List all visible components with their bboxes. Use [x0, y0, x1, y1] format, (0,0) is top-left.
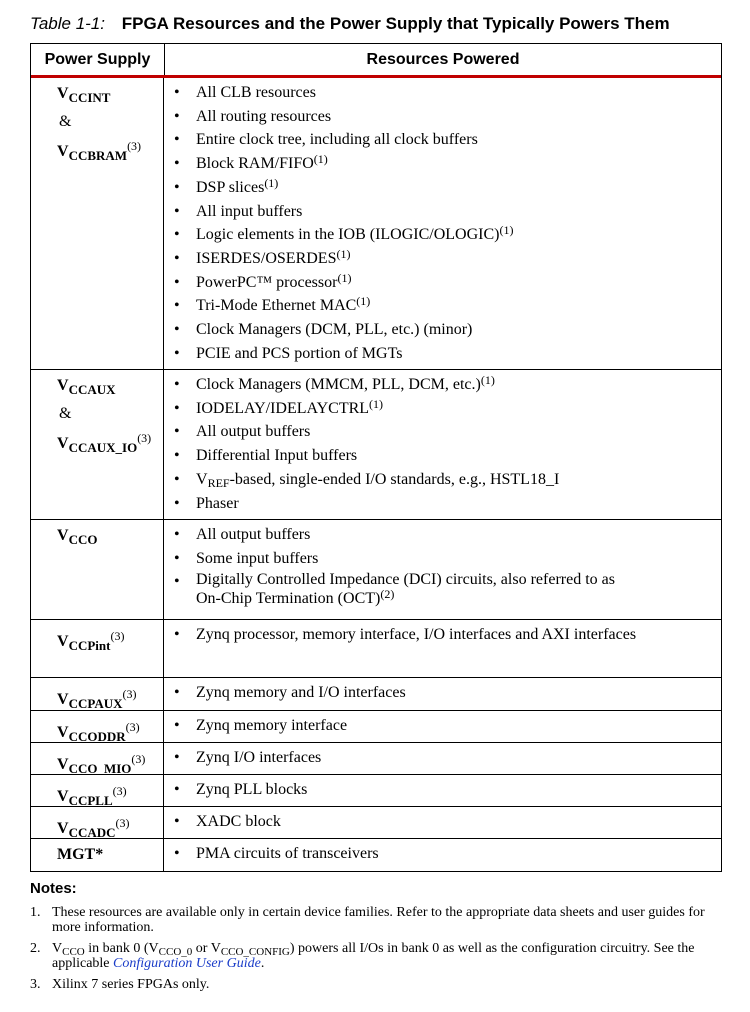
power-supply-cell	[31, 775, 164, 806]
resource-text: Zynq memory interface	[196, 717, 348, 734]
footnote-ref: (1)	[499, 223, 514, 238]
resource-item	[174, 468, 721, 492]
resource-text: All output buffers	[196, 526, 311, 543]
footnote-ref: (3)	[137, 431, 152, 445]
resource-list	[174, 523, 721, 608]
resource-item	[174, 81, 721, 105]
resource-item	[174, 373, 721, 397]
power-supply-cell	[31, 78, 164, 369]
resource-item	[174, 444, 721, 468]
resource-item	[174, 105, 721, 129]
resource-list	[174, 778, 721, 802]
resource-text-cont	[196, 589, 721, 608]
resource-item	[174, 810, 721, 834]
supply-v: V	[57, 820, 69, 837]
table-title: FPGA Resources and the Power Supply that Typically Powers Them	[121, 14, 670, 33]
resource-item	[174, 200, 721, 224]
resource-item	[174, 128, 721, 152]
resource-text: On-Chip Termination (OCT)	[196, 590, 381, 608]
footnote-ref: (3)	[115, 816, 130, 830]
supply-v: V	[57, 756, 69, 773]
note-v: V	[52, 941, 63, 956]
resources-cell	[164, 520, 721, 619]
resources-cell	[164, 807, 721, 838]
resource-item	[174, 176, 721, 200]
resource-subscript: REF	[207, 475, 230, 490]
note-text: .	[260, 956, 265, 971]
supply-name	[57, 134, 163, 168]
note-2	[30, 941, 730, 971]
resource-text: Zynq I/O interfaces	[196, 749, 322, 766]
note-v: V	[210, 941, 221, 956]
resource-text: -based, single-ended I/O standards, e.g., HSTL18_I	[229, 470, 560, 488]
resource-item	[174, 778, 721, 802]
resource-text: Phaser	[196, 494, 239, 512]
power-supply-cell	[31, 807, 164, 838]
note-number: 2.	[30, 941, 41, 956]
table-row	[31, 520, 721, 620]
resource-text: XADC block	[196, 813, 281, 830]
supply-subscript: CCADC	[68, 825, 116, 840]
resource-item	[174, 271, 721, 295]
resource-text: IODELAY/IDELAYCTRL	[196, 399, 370, 417]
footnote-ref: (2)	[380, 587, 395, 602]
resource-text: DSP slices	[196, 178, 265, 196]
resource-item	[174, 570, 721, 608]
note-text: Xilinx 7 series FPGAs only.	[52, 977, 210, 992]
power-supply-table	[30, 43, 722, 872]
supply-v: V	[57, 527, 69, 544]
resource-item	[174, 152, 721, 176]
supply-v: V	[57, 633, 69, 650]
resource-list	[174, 681, 721, 705]
footnote-ref: (3)	[112, 784, 127, 798]
resource-list	[174, 810, 721, 834]
resource-text: PowerPC™ processor	[196, 273, 338, 291]
supply-name	[57, 624, 163, 658]
resource-text: • Digitally Controlled Impedance (DCI) circuits, also referred to as	[196, 571, 615, 589]
resource-text: Clock Managers (MMCM, PLL, DCM, etc.)	[196, 376, 481, 393]
supply-subscript: CCPLL	[68, 793, 113, 808]
supply-name: MGT*	[57, 846, 104, 863]
note-1	[30, 905, 730, 935]
note-3	[30, 977, 730, 992]
resource-text: Logic elements in the IOB (ILOGIC/OLOGIC)	[196, 226, 500, 244]
note-sub: CCO_CONFIG	[220, 946, 290, 958]
resource-text: Some input buffers	[196, 549, 319, 567]
resource-item	[174, 420, 721, 444]
power-supply-cell	[31, 370, 164, 519]
resources-cell	[164, 620, 721, 677]
footnote-ref: (1)	[369, 396, 384, 411]
supply-v: V	[57, 435, 69, 452]
table-row	[31, 839, 721, 871]
resource-list	[174, 81, 721, 365]
resource-text: Block RAM/FIFO	[196, 155, 314, 173]
resource-text: Clock Managers (DCM, PLL, etc.) (minor)	[196, 321, 473, 339]
supply-name	[57, 426, 163, 460]
resource-item	[174, 492, 721, 516]
resource-text: Tri-Mode Ethernet MAC	[196, 297, 357, 315]
resource-item	[174, 397, 721, 421]
resource-item	[174, 842, 721, 866]
footnote-ref: (1)	[480, 373, 495, 387]
footnote-ref: (1)	[336, 246, 351, 261]
footnote-ref: (3)	[127, 139, 142, 153]
note-number: 3.	[30, 977, 41, 992]
power-supply-cell	[31, 839, 164, 871]
ampersand: &	[59, 113, 72, 130]
footnote-ref: (1)	[337, 270, 352, 285]
resource-list	[174, 623, 721, 647]
resource-item	[174, 714, 721, 738]
footnote-ref: (3)	[131, 752, 146, 766]
supply-v: V	[57, 724, 69, 741]
supply-name	[57, 374, 163, 402]
resources-cell	[164, 775, 721, 806]
notes-section	[30, 880, 730, 998]
supply-subscript: CCPint	[68, 638, 111, 653]
resources-cell	[164, 370, 721, 519]
note-text: in bank 0 (	[84, 941, 149, 956]
resources-cell	[164, 678, 721, 710]
resource-text: All input buffers	[196, 202, 303, 220]
supply-v: V	[57, 377, 69, 394]
resources-cell	[164, 711, 721, 742]
resource-item	[174, 681, 721, 705]
header-power-supply: Power Supply	[31, 44, 165, 75]
supply-v: V	[57, 85, 69, 102]
supply-v: V	[57, 691, 69, 708]
note-text: or	[192, 941, 211, 956]
note-v: V	[148, 941, 159, 956]
table-row	[31, 370, 721, 520]
supply-subscript: CCPAUX	[68, 696, 123, 711]
resource-text: All routing resources	[196, 107, 332, 125]
resource-text: Zynq memory and I/O interfaces	[196, 684, 406, 701]
resource-item	[174, 746, 721, 770]
footnote-ref: (1)	[356, 294, 371, 309]
resource-text: Zynq processor, memory interface, I/O interfaces and AXI interfaces	[196, 626, 637, 643]
resource-text: Entire clock tree, including all clock buffers	[196, 131, 478, 149]
power-supply-cell	[31, 678, 164, 710]
table-number: Table 1-1:	[30, 14, 105, 33]
resource-text: PMA circuits of transceivers	[196, 845, 379, 862]
resource-item	[174, 318, 721, 342]
power-supply-cell	[31, 620, 164, 677]
power-supply-cell	[31, 743, 164, 774]
note-sub: CCO_0	[158, 946, 193, 958]
notes-heading: Notes:	[30, 880, 77, 897]
resource-text: ISERDES/OSERDES	[196, 249, 337, 267]
table-header	[31, 44, 721, 78]
resources-cell	[164, 78, 721, 369]
note-number: 1.	[30, 905, 41, 920]
ampersand: &	[59, 405, 72, 422]
resource-item	[174, 547, 721, 571]
resource-text: All output buffers	[196, 423, 311, 441]
supply-v: V	[57, 788, 69, 805]
table-row	[31, 620, 721, 678]
resource-text: Zynq PLL blocks	[196, 781, 308, 798]
supply-subscript: CCO	[68, 532, 98, 547]
supply-v: V	[57, 143, 69, 160]
header-resources-powered: Resources Powered	[366, 51, 520, 68]
footnote-ref: (3)	[125, 720, 140, 734]
supply-subscript: CCODDR	[68, 729, 126, 744]
resource-text: Differential Input buffers	[196, 447, 358, 465]
footnote-ref: (1)	[264, 175, 279, 190]
footnote-ref: (3)	[110, 629, 125, 643]
table-row	[31, 78, 721, 370]
supply-subscript: CCBRAM	[68, 148, 128, 163]
resource-v: V	[196, 470, 208, 488]
resource-text: All CLB resources	[196, 84, 316, 101]
supply-subscript: CCAUX_IO	[68, 440, 138, 455]
supply-subscript: CCINT	[68, 90, 111, 105]
supply-name	[57, 524, 163, 552]
supply-subscript: CCAUX	[68, 382, 116, 397]
footnote-ref: (3)	[122, 687, 137, 701]
power-supply-cell	[31, 711, 164, 742]
table-row	[31, 711, 721, 743]
table-row	[31, 743, 721, 775]
power-supply-cell	[31, 520, 164, 619]
table-row	[31, 807, 721, 839]
resource-list	[174, 714, 721, 738]
configuration-user-guide-link[interactable]: Configuration User Guide	[113, 956, 261, 971]
resource-item	[174, 342, 721, 366]
note-text: These resources are available only in certain device families. Refer to the appropriate data sheets and user guides for more information.	[52, 905, 705, 935]
resource-item	[174, 523, 721, 547]
resource-text: PCIE and PCS portion of MGTs	[196, 344, 403, 362]
note-sub: CCO	[62, 946, 85, 958]
resource-list	[174, 746, 721, 770]
table-caption	[30, 14, 670, 34]
table-row	[31, 775, 721, 807]
resource-item	[174, 223, 721, 247]
resource-item	[174, 247, 721, 271]
resources-cell	[164, 839, 721, 871]
resource-list	[174, 373, 721, 515]
resource-item	[174, 294, 721, 318]
table-row	[31, 678, 721, 711]
footnote-ref: (1)	[313, 152, 328, 167]
supply-subscript: CCO_MIO	[68, 761, 132, 776]
supply-name	[57, 82, 163, 110]
resource-list	[174, 842, 721, 866]
resources-cell	[164, 743, 721, 774]
note-text: ) powers all I/Os in bank 0 as well as the configuration circuitry. See the applicable	[52, 941, 695, 971]
resource-item	[174, 623, 721, 647]
